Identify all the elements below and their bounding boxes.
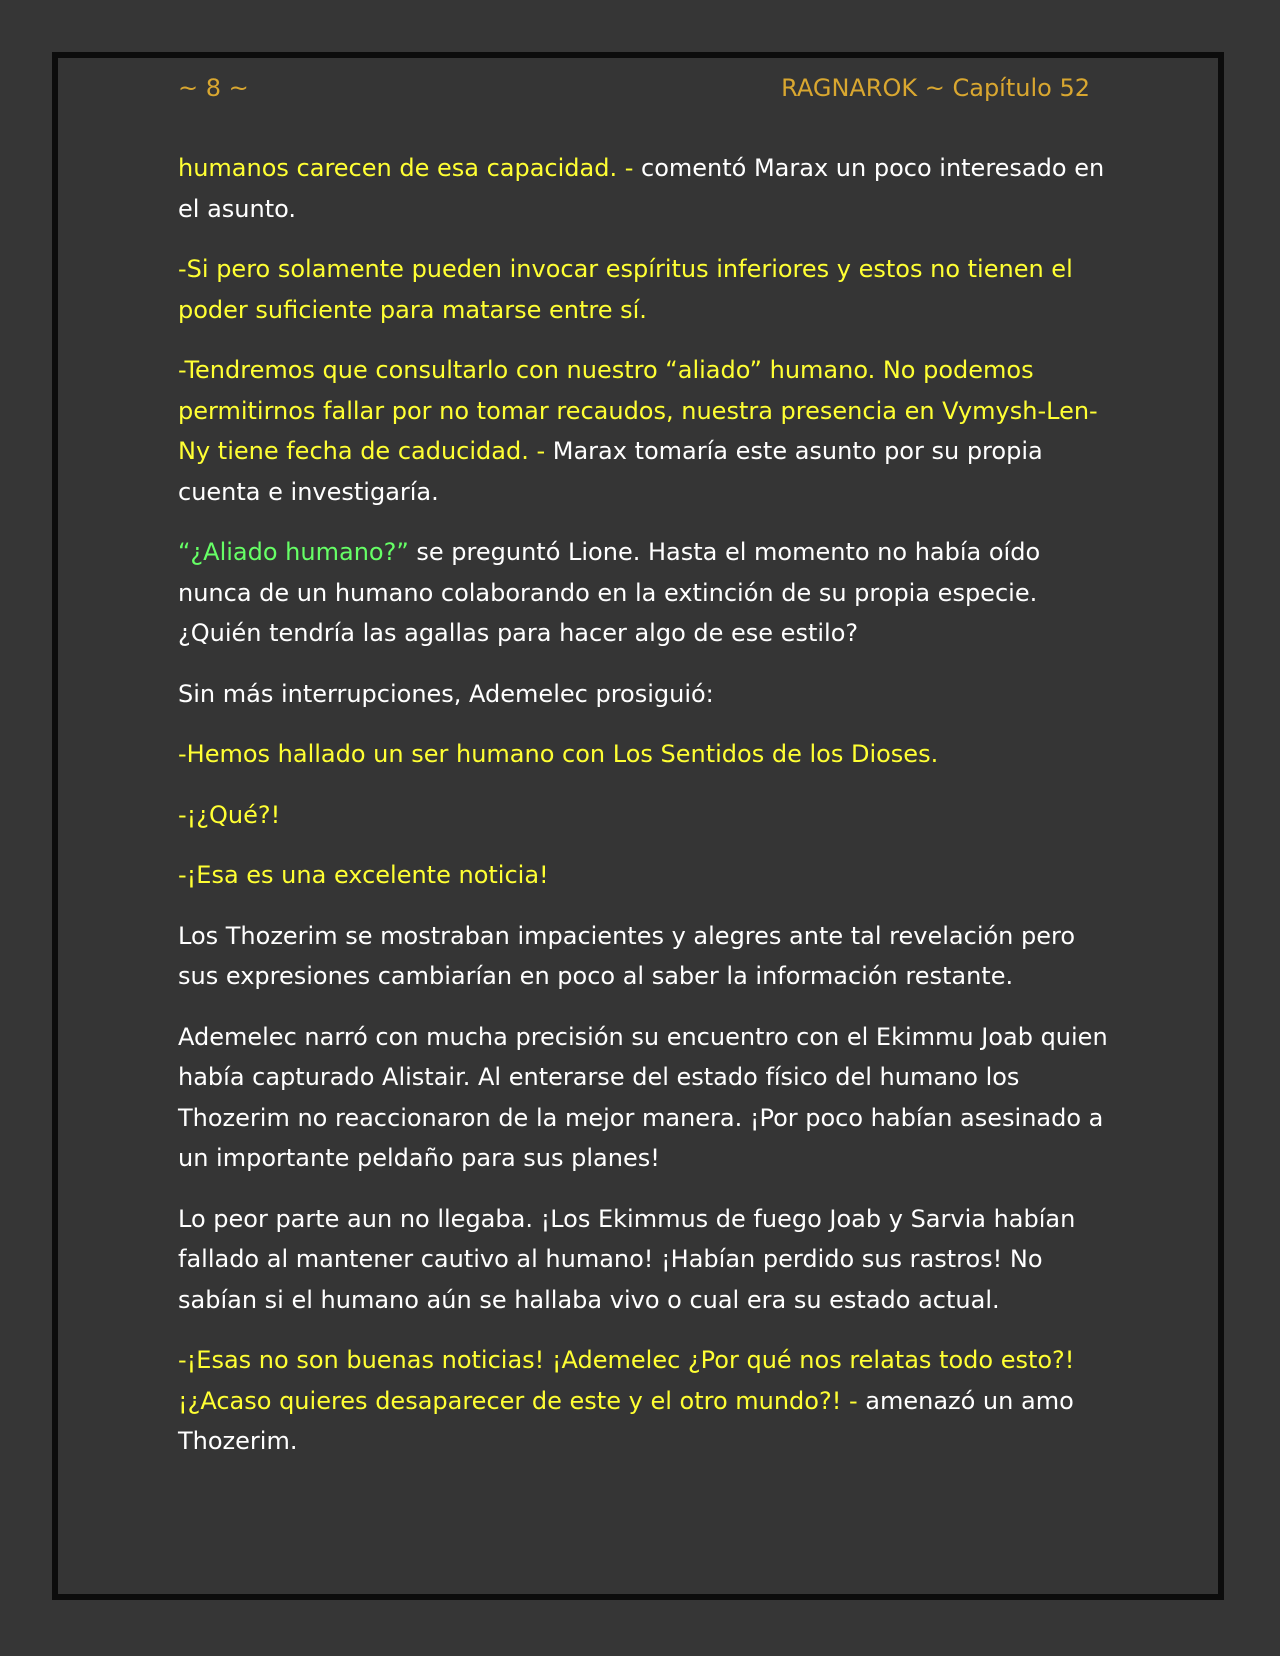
- paragraph: [178, 734, 1108, 775]
- paragraph: [178, 674, 1108, 715]
- paragraph: [178, 1199, 1108, 1321]
- narration-text: Sin más interrupciones, Ademelec prosiguió:: [178, 679, 714, 708]
- paragraph: [178, 1017, 1108, 1179]
- narration-text: se preguntó Lione. Hasta el momento no había oído nunca de un humano colaborando en la extinción de su propia especie. ¿Quién tendría las agallas para hacer algo de ese estilo?: [178, 538, 1041, 647]
- narration-text: comentó Marax un poco interesado en el asunto.: [178, 154, 1105, 223]
- dialogue-text: -¡Esas no son buenas noticias! ¡Ademelec ¿Por qué nos relatas todo esto?! ¡¿Acaso quieres desaparecer de este y el otro mundo?! -: [178, 1346, 1075, 1415]
- paragraph: [178, 1340, 1108, 1462]
- dialogue-text: -¡Esa es una excelente noticia!: [178, 861, 549, 889]
- narration-text: Lo peor parte aun no llegaba. ¡Los Ekimmus de fuego Joab y Sarvia habían fallado al mantener cautivo al humano! ¡Habían perdido sus rastros! No sabían si el humano aún se hallaba vivo o cual era su estado actual.: [178, 1204, 1076, 1314]
- narration-text: Marax tomaría este asunto por su propia cuenta e investigaría.: [178, 437, 1043, 506]
- dialogue-text: -¡¿Qué?!: [178, 800, 281, 829]
- narration-text: Ademelec narró con mucha precisión su encuentro con el Ekimmu Joab quien había capturado Alistair. Al enterarse del estado físico del humano los Thozerim no reaccionaron de la mejor manera. ¡Por poco habían asesinado a un importante peldaño para sus planes!: [178, 1022, 1108, 1172]
- page-number: ~ 8 ~: [178, 74, 249, 102]
- paragraph: [178, 795, 1108, 836]
- narration-text: Los Thozerim se mostraban impacientes y alegres ante tal revelación pero sus expresiones cambiarían en poco al saber la información restante.: [178, 921, 1076, 990]
- dialogue-text: -Tendremos que consultarlo con nuestro “aliado” humano. No podemos permitirnos fallar por no tomar recaudos, nuestra presencia en Vymysh-Len-Ny tiene fecha de caducidad. -: [178, 356, 1098, 465]
- paragraph: [178, 855, 1108, 896]
- thought-text: “¿Aliado humano?”: [178, 538, 409, 566]
- dialogue-text: humanos carecen de esa capacidad. -: [178, 154, 642, 182]
- narration-text: amenazó un amo Thozerim.: [178, 1386, 1074, 1455]
- paragraph: [178, 916, 1108, 997]
- paragraph: [178, 532, 1108, 654]
- chapter-title: RAGNAROK ~ Capítulo 52: [781, 74, 1090, 102]
- paragraph: [178, 148, 1108, 229]
- dialogue-text: -Si pero solamente pueden invocar espíritus inferiores y estos no tienen el poder suficiente para matarse entre sí.: [178, 255, 1073, 324]
- page-body: [178, 148, 1108, 1482]
- dialogue-text: -Hemos hallado un ser humano con Los Sentidos de los Dioses.: [178, 740, 939, 768]
- paragraph: [178, 249, 1108, 330]
- page-header: [178, 74, 1090, 114]
- paragraph: [178, 350, 1108, 512]
